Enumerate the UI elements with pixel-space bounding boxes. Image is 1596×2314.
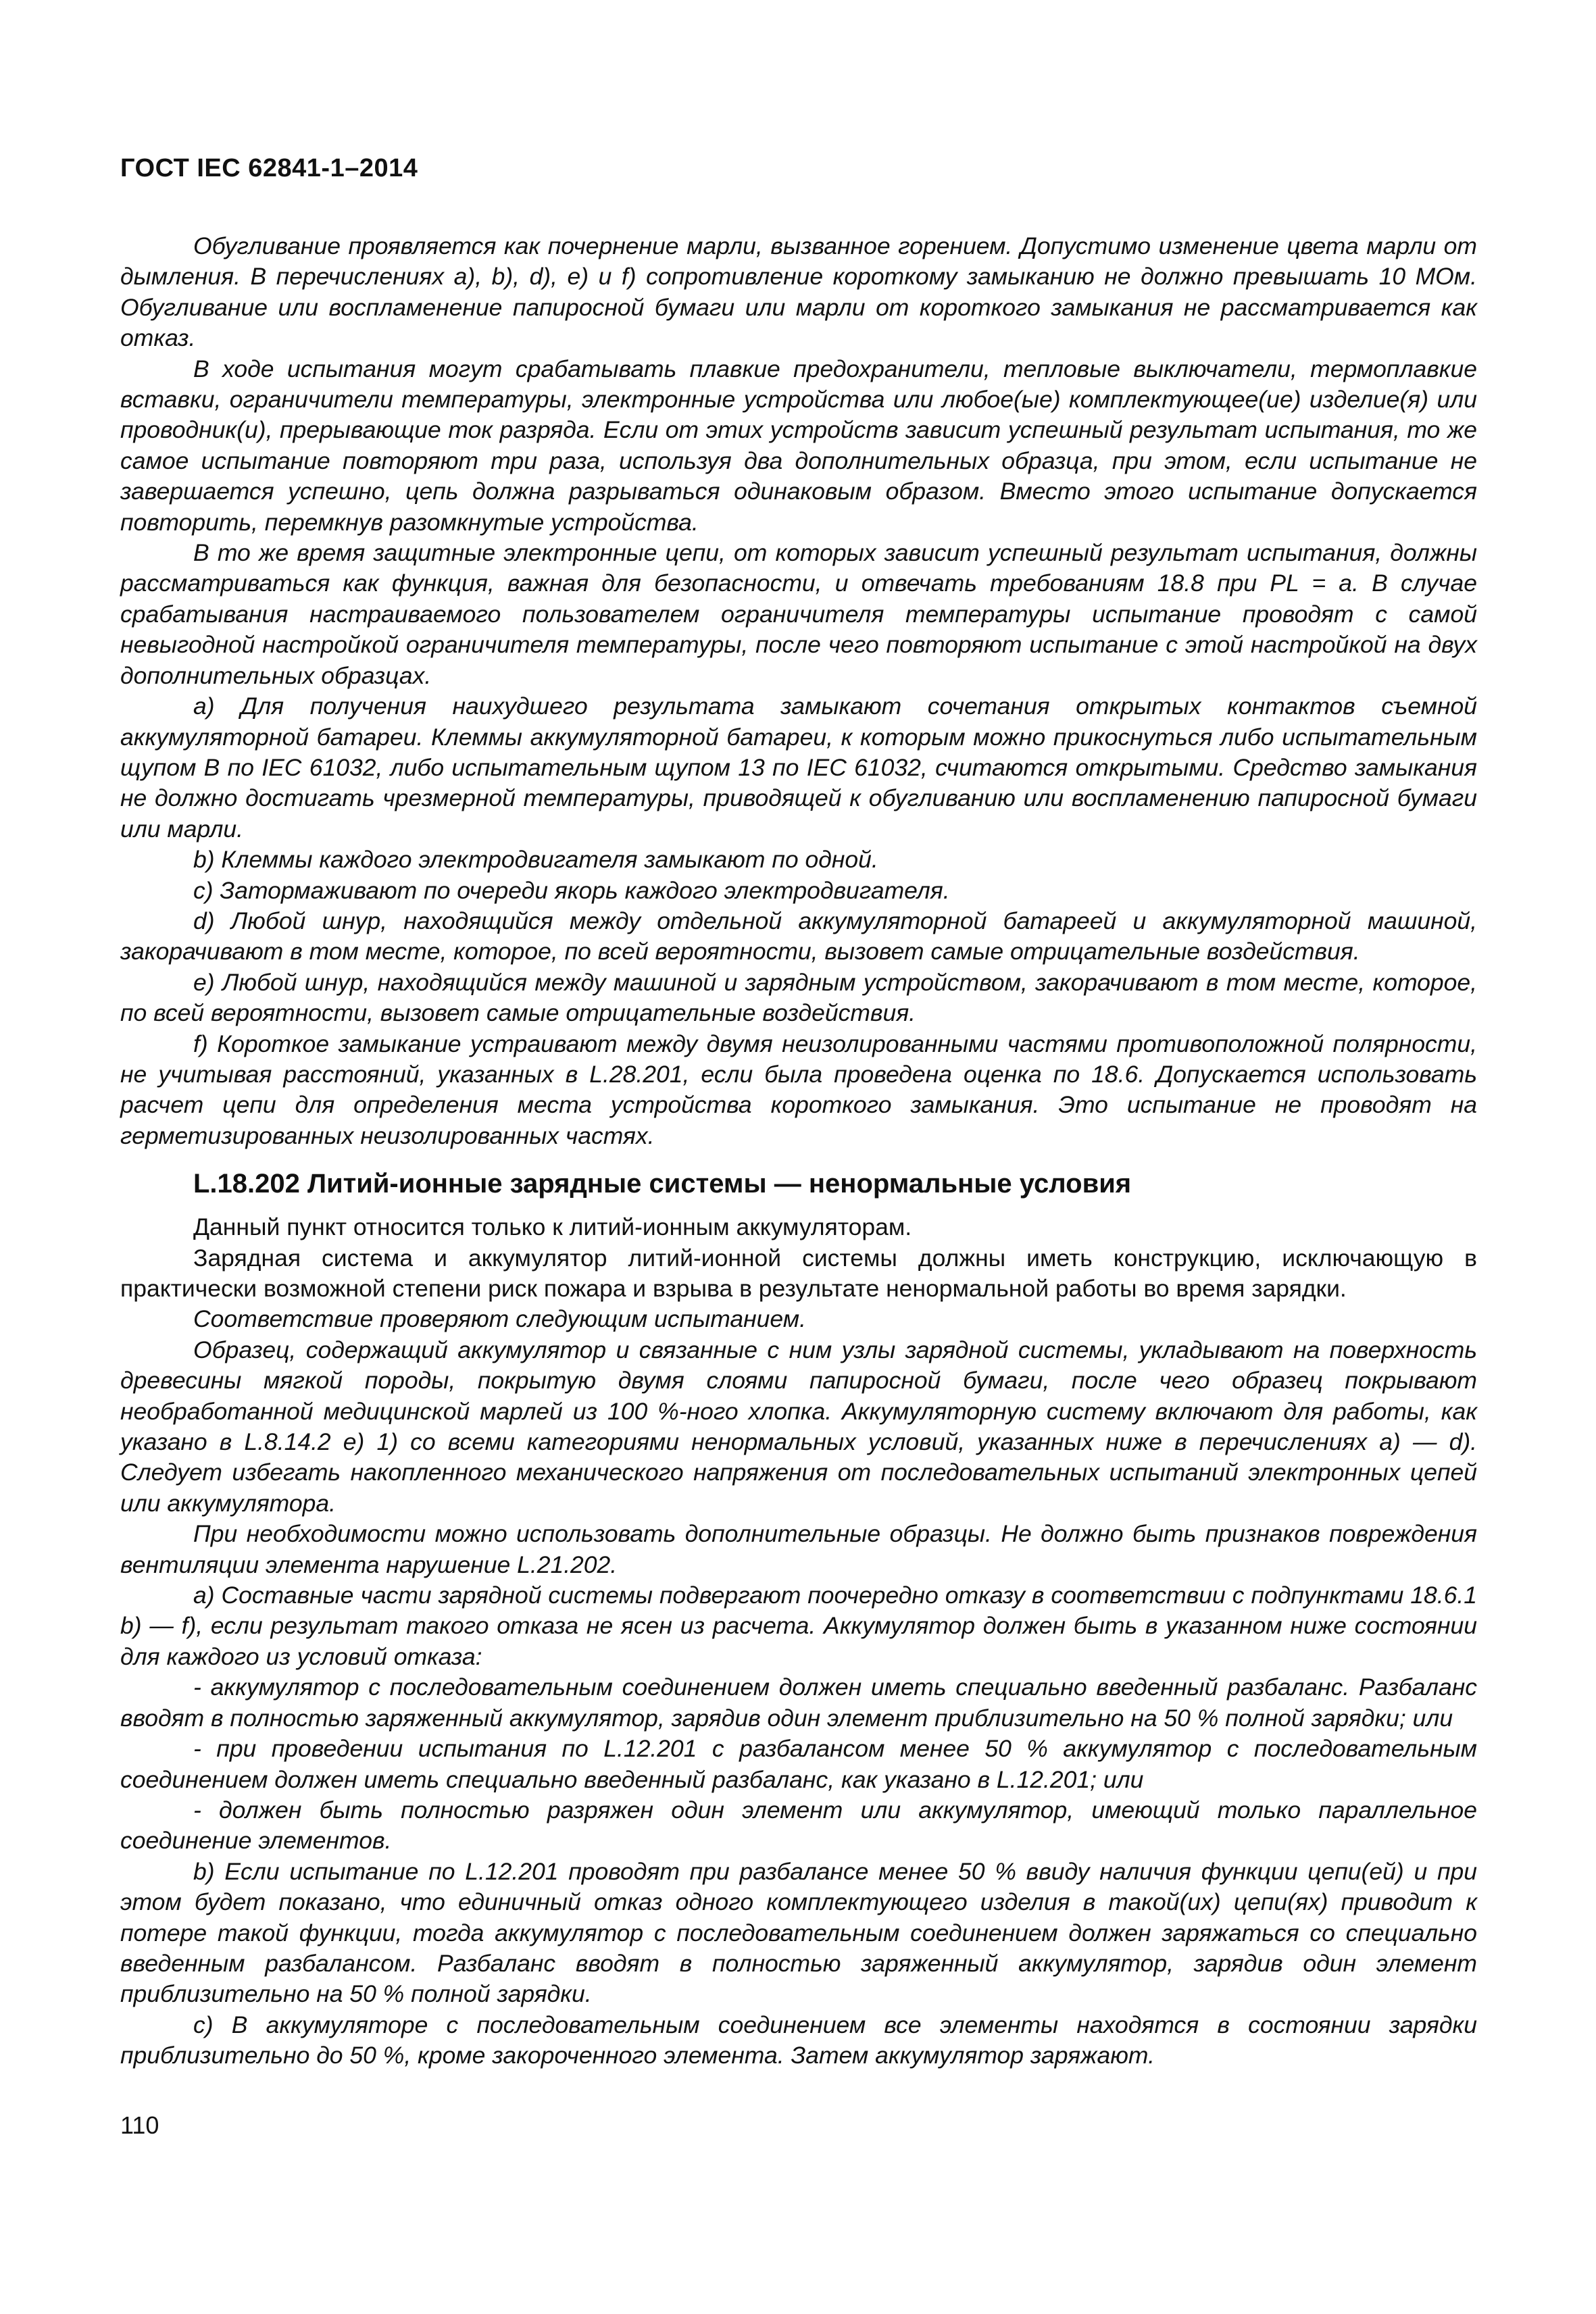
list-item-d: d) Любой шнур, находящийся между отдельной аккумуляторной батареей и аккумуляторной машиной, закорачивают в том месте, которое, по всей вероятности, вызовет самые отрицательные воздействия. — [120, 907, 1477, 965]
list-item-c: c) Затормаживают по очереди якорь каждого электродвигателя. — [193, 876, 950, 904]
list-item-a: a) Составные части зарядной системы подвергают поочередно отказу в соответствии с подпунктами 18.6.1 b) — f), если результат такого отказа не ясен из расчета. Аккумулятор должен быть в указанном ниже состоянии для каждого из условий отказа: — [120, 1582, 1477, 1670]
paragraph: Обугливание проявляется как почернение марли, вызванное горением. Допустимо изменение цвета марли от дымления. В перечислениях а), b), d), e) и f) сопротивление короткому замыканию не должно превышать 10 МОм. Обугливание или воспламенение папиросной бумаги или марли от короткого замыкания не рассматривается как отказ. — [120, 232, 1477, 352]
page-number: 110 — [120, 2111, 159, 2139]
paragraph: Соответствие проверяют следующим испытанием. — [193, 1305, 806, 1333]
list-item-b: b) Если испытание по L.12.201 проводят при разбалансе менее 50 % ввиду наличия функции цепи(ей) и при этом будет показано, что единичный отказ одного комплектующего изделия в такой(их) цепи(ях) приводит к потере такой функции, тогда аккумулятор с последовательным соединением должен заряжаться со специально введенным разбалансом. Разбаланс вводят в полностью заряженный аккумулятор, зарядив один элемент приблизительно на 50 % полной зарядки. — [120, 1857, 1477, 2008]
dash-item: - должен быть полностью разряжен один элемент или аккумулятор, имеющий только параллельное соединение элементов. — [120, 1796, 1477, 1855]
list-item-c: c) В аккумуляторе с последовательным соединением все элементы находятся в состоянии зарядки приблизительно до 50 %, кроме закороченного элемента. Затем аккумулятор заряжают. — [120, 2011, 1477, 2069]
list-item-b: b) Клеммы каждого электродвигателя замыкают по одной. — [193, 846, 878, 874]
paragraph: Данный пункт относится только к литий-ионным аккумуляторам. — [193, 1213, 912, 1241]
document-body — [120, 231, 1477, 2071]
paragraph: В то же время защитные электронные цепи, от которых зависит успешный результат испытания, должны рассматриваться как функция, важная для безопасности, и отвечать требованиям 18.8 при PL = a. В случае срабатывания настраиваемого пользователем ограничителя температуры испытание проводят с самой невыгодной настройкой ограничителя температуры, после чего повторяют испытание с этой настройкой на двух дополнительных образцах. — [120, 539, 1477, 689]
list-item-f: f) Короткое замыкание устраивают между двумя неизолированными частями противоположной полярности, не учитывая расстояний, указанных в L.28.201, если была проведена оценка по 18.6. Допускается использовать расчет цепи для определения места устройства короткого замыкания. Это испытание не проводят на герметизированных неизолированных частях. — [120, 1030, 1477, 1149]
standard-header: ГОСТ IEC 62841-1–2014 — [120, 154, 418, 182]
dash-item: - при проведении испытания по L.12.201 с разбалансом менее 50 % аккумулятор с последовательным соединением должен иметь специально введенный разбаланс, как указано в L.12.201; или — [120, 1735, 1477, 1793]
list-item-e: e) Любой шнур, находящийся между машиной и зарядным устройством, закорачивают в том месте, которое, по всей вероятности, вызовет самые отрицательные воздействия. — [120, 968, 1477, 1027]
dash-item: - аккумулятор с последовательным соединением должен иметь специально введенный разбаланс. Разбаланс вводят в полностью заряженный аккумулятор, зарядив один элемент приблизительно на 50 % полной зарядки; или — [120, 1674, 1477, 1732]
paragraph: В ходе испытания могут срабатывать плавкие предохранители, тепловые выключатели, термоплавкие вставки, ограничители температуры, электронные устройства или любое(ые) комплектующее(ие) изделие(я) или проводник(и), прерывающие ток разряда. Если от этих устройств зависит успешный результат испытания, то же самое испытание повторяют три раза, используя два дополнительных образца, при этом, если испытание не завершается успешно, цепь должна разрываться одинаковым образом. Вместо этого испытание допускается повторить, перемкнув разомкнутые устройства. — [120, 355, 1477, 536]
paragraph: Зарядная система и аккумулятор литий-ионной системы должны иметь конструкцию, исключающую в практически возможной степени риск пожара и взрыва в результате ненормальной работы во время зарядки. — [120, 1244, 1477, 1302]
list-item-a: а) Для получения наихудшего результата замыкают сочетания открытых контактов съемной аккумуляторной батареи. Клеммы аккумуляторной батареи, к которым можно прикоснуться либо испытательным щупом B по IEC 61032, либо испытательным щупом 13 по IEC 61032, считаются открытыми. Средство замыкания не должно достигать чрезмерной температуры, приводящей к обугливанию или воспламенению папиросной бумаги или марли. — [120, 693, 1477, 842]
paragraph: Образец, содержащий аккумулятор и связанные с ним узлы зарядной системы, укладывают на поверхность древесины мягкой породы, покрытую двумя слоями папиросной бумаги, после чего образец покрывают необработанной медицинской марлей из 100 %-ного хлопка. Аккумуляторную систему включают для работы, как указано в L.8.14.2 e) 1) со всеми категориями ненормальных условий, указанных ниже в перечислениях a) — d). Следует избегать накопленного механического напряжения от последовательных испытаний электронных цепей или аккумулятора. — [120, 1336, 1477, 1517]
section-heading: L.18.202 Литий-ионные зарядные системы — ненормальные условия — [193, 1169, 1132, 1199]
paragraph: При необходимости можно использовать дополнительные образцы. Не должно быть признаков повреждения вентиляции элемента нарушение L.21.202. — [120, 1520, 1477, 1578]
